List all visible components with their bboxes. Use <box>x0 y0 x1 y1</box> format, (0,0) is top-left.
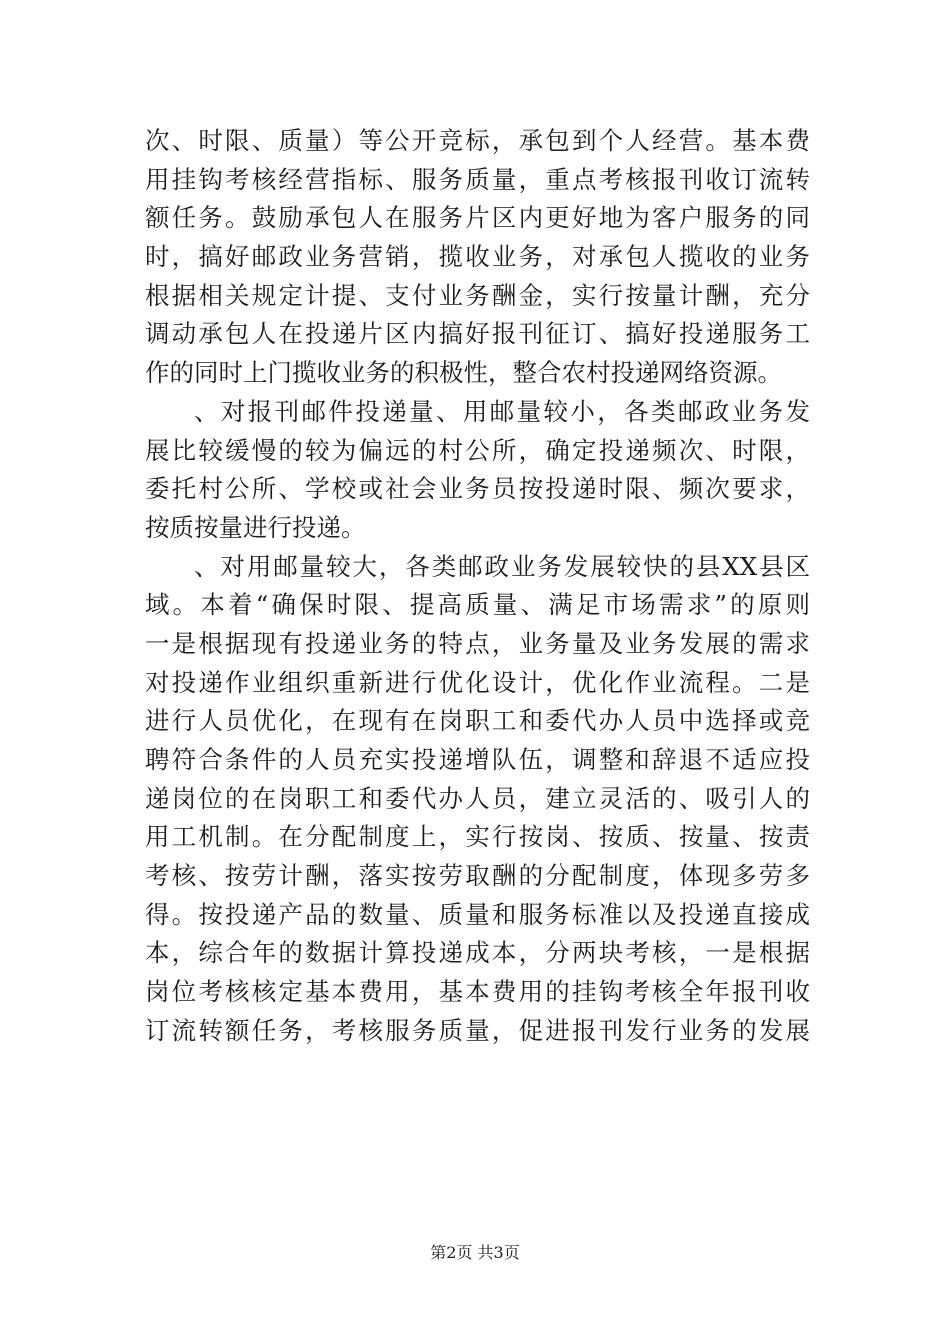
text-line: 对投递作业组织重新进行优化设计，优化作业流程。二是 <box>145 667 810 697</box>
text-line: 作的同时上门揽收业务的积极性，整合农村投递网络资源。 <box>145 358 782 388</box>
text-line: 按质按量进行投递。 <box>145 512 366 542</box>
text-line: 本，综合年的数据计算投递成本，分两块考核，一是根据 <box>145 938 810 968</box>
text-line: 委托村公所、学校或社会业务员按投递时限、频次要求， <box>145 474 810 504</box>
page-footer: 第2页 共3页 <box>430 1243 520 1262</box>
text-line: 得。按投递产品的数量、质量和服务标准以及投递直接成 <box>145 899 810 929</box>
text-line: 递岗位的在岗职工和委代办人员，建立灵活的、吸引人的 <box>145 783 810 813</box>
text-line: 调动承包人在投递片区内搞好报刊征订、搞好投递服务工 <box>145 319 810 349</box>
text-line: 次、时限、质量）等公开竞标，承包到个人经营。基本费 <box>145 126 810 155</box>
text-line: 订流转额任务，考核服务质量，促进报刊发行业务的发展 <box>145 1015 810 1045</box>
text-line: 展比较缓慢的较为偏远的村公所，确定投递频次、时限， <box>145 435 810 465</box>
text-line: 进行人员优化，在现有在岗职工和委代办人员中选择或竞 <box>145 706 810 736</box>
text-line: 用工机制。在分配制度上，实行按岗、按质、按量、按责 <box>145 822 810 852</box>
text-line: 域。本着“确保时限、提高质量、满足市场需求”的原则 <box>145 590 810 620</box>
text-line: 一是根据现有投递业务的特点，业务量及业务发展的需求 <box>145 628 810 658</box>
text-line: 用挂钩考核经营指标、服务质量，重点考核报刊收订流转 <box>145 164 810 194</box>
text-line: 、对报刊邮件投递量、用邮量较小，各类邮政业务发 <box>194 396 810 426</box>
text-line: 时，搞好邮政业务营销，揽收业务，对承包人揽收的业务 <box>145 242 810 272</box>
text-line: 额任务。鼓励承包人在服务片区内更好地为客户服务的同 <box>145 203 810 233</box>
text-line: 岗位考核核定基本费用，基本费用的挂钩考核全年报刊收 <box>145 977 810 1007</box>
body-text <box>145 122 810 1051</box>
text-line: 、对用邮量较大，各类邮政业务发展较快的县XX县区 <box>194 551 810 581</box>
text-line: 聘符合条件的人员充实投递增队伍，调整和辞退不适应投 <box>145 745 810 774</box>
text-line: 考核、按劳计酬，落实按劳取酬的分配制度，体现多劳多 <box>145 861 810 891</box>
text-line: 根据相关规定计提、支付业务酬金，实行按量计酬，充分 <box>145 280 810 310</box>
